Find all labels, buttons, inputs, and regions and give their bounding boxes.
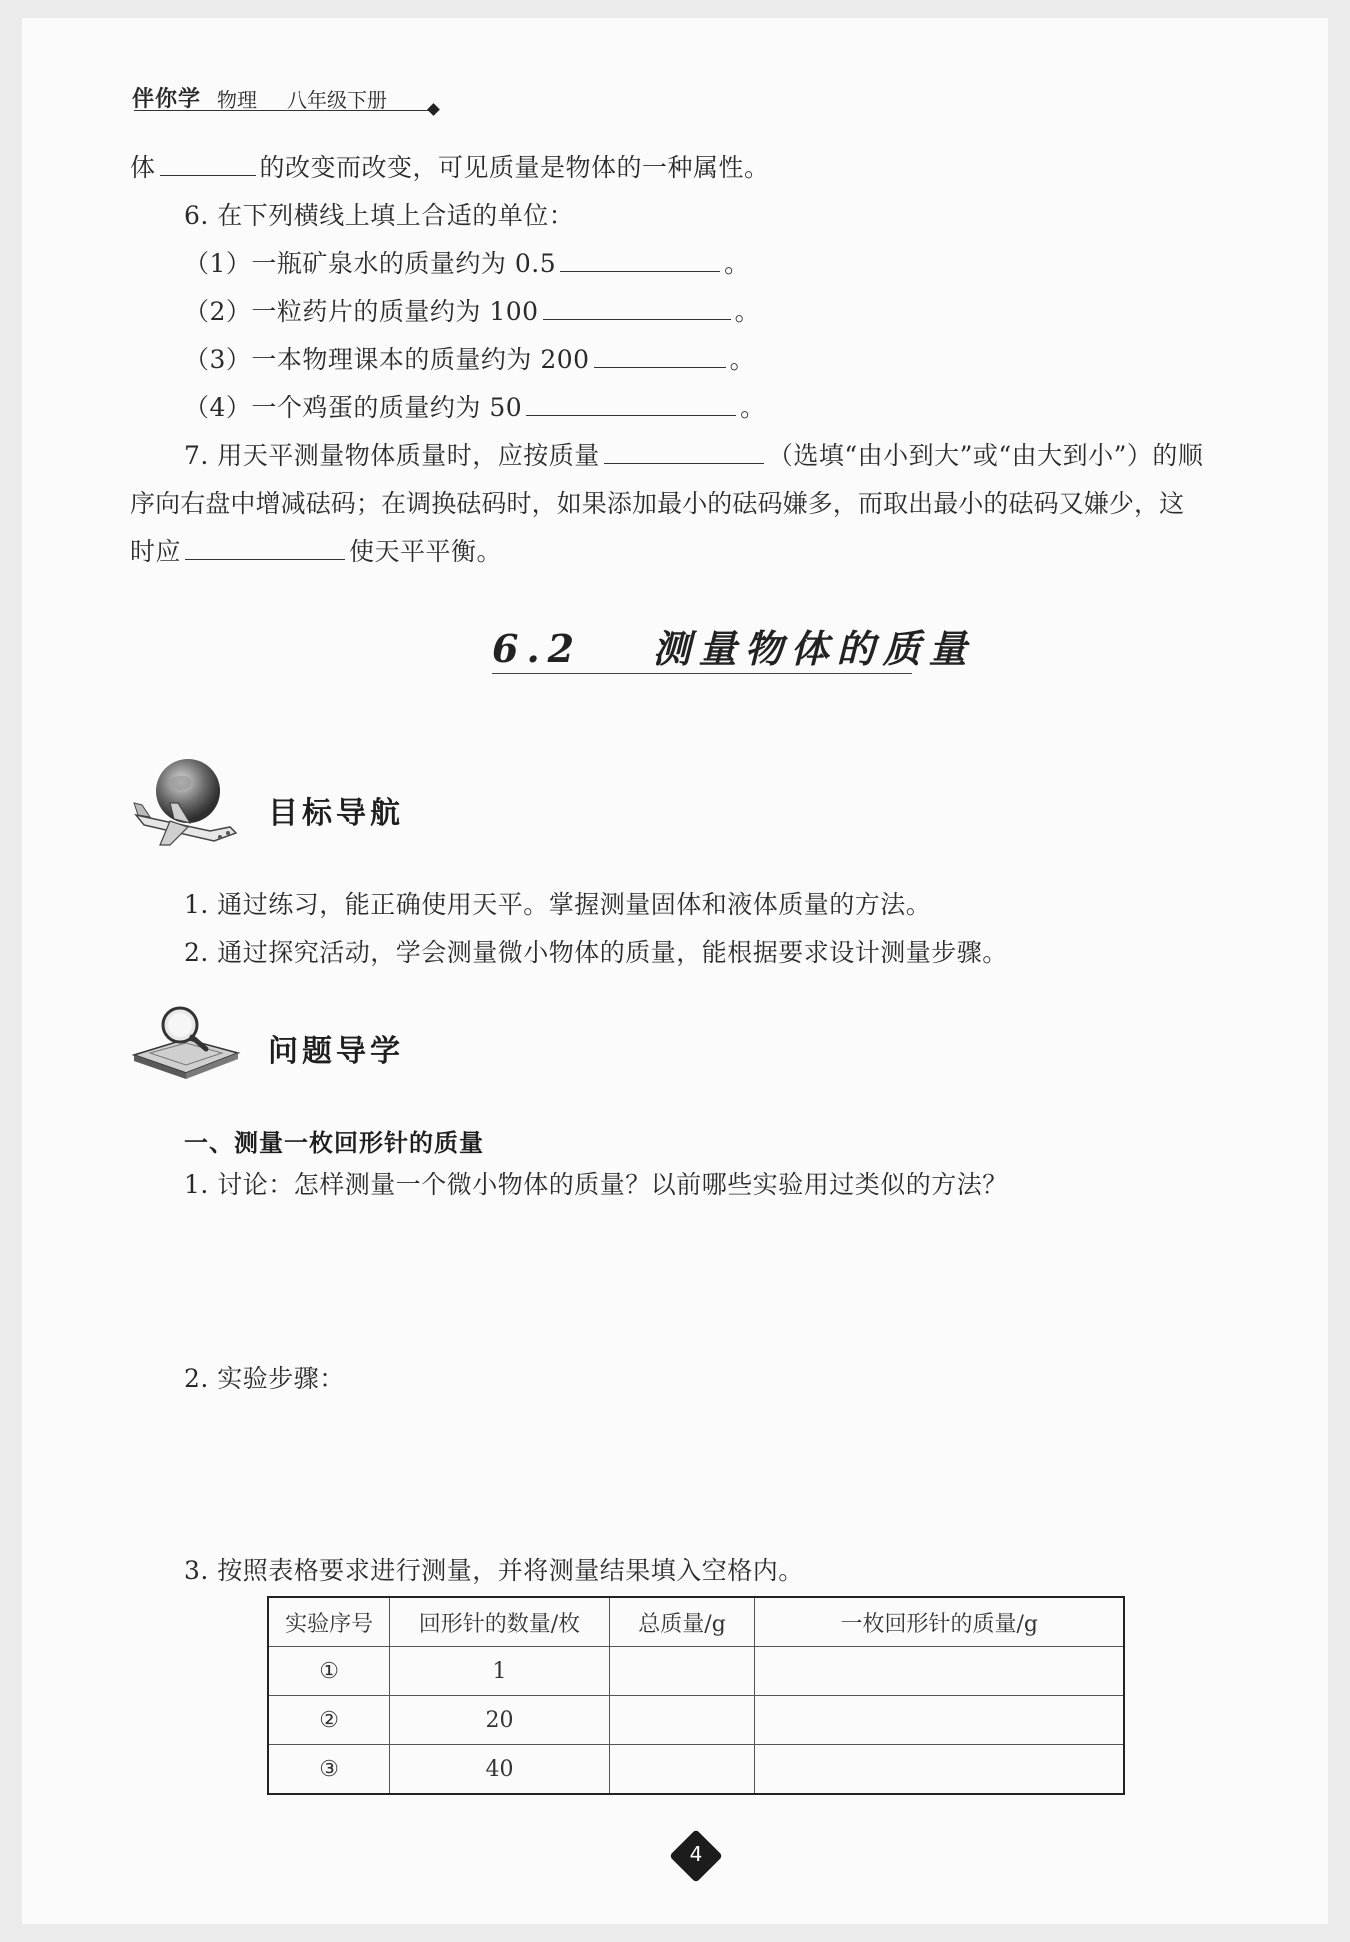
q6-item-3-end: 。 [729, 345, 756, 374]
q6-item-1-text: （1）一瓶矿泉水的质量约为 0.5 [184, 249, 557, 278]
table-cell-count: 20 [390, 1696, 609, 1745]
table-cell-unit-mass[interactable] [755, 1647, 1124, 1696]
q6-item-1-end: 。 [724, 249, 750, 278]
q6-item-4-end: 。 [740, 393, 766, 422]
continuation-suffix: 的改变而改变，可见质量是物体的一种属性。 [259, 153, 770, 182]
q6-item-2-text: （2）一粒药片的质量约为 100 [184, 297, 539, 326]
table-cell-total-mass[interactable] [609, 1696, 755, 1745]
page-number: 4 [689, 1842, 703, 1866]
q7-line-3-b: 使天平平衡。 [349, 537, 503, 566]
table-cell-count: 40 [390, 1745, 609, 1795]
table-header-cell: 总质量/g [609, 1597, 755, 1647]
answer-blank[interactable] [560, 247, 720, 272]
continuation-prefix: 体 [130, 153, 156, 182]
table-cell-unit-mass[interactable] [755, 1745, 1124, 1795]
section-number: 6.2 [492, 626, 583, 671]
table-cell-trial: ② [268, 1696, 390, 1745]
q6-item-3-text: （3）一本物理课本的质量约为 200 [184, 345, 590, 374]
magnifier-book-icon [130, 1003, 248, 1083]
table-cell-count: 1 [390, 1647, 609, 1696]
q7-line-1-b: （选填“由小到大”或“由大到小”）的顺 [767, 441, 1204, 470]
answer-blank[interactable] [526, 391, 736, 416]
q6-item-4 [184, 391, 766, 425]
section-title [492, 618, 975, 673]
table-header-cell: 一枚回形针的质量/g [755, 1597, 1124, 1647]
q6-item-2-end: 。 [734, 297, 761, 326]
table-row [268, 1647, 1124, 1696]
header-diamond-icon [427, 103, 440, 116]
q6-prompt: 6. 在下列横线上填上合适的单位： [184, 201, 575, 230]
answer-blank[interactable] [160, 151, 256, 176]
guide-question-2: 2. 实验步骤： [184, 1364, 345, 1393]
table-header-cell: 回形针的数量/枚 [390, 1597, 609, 1647]
page-number-badge [670, 1830, 722, 1882]
table-cell-trial: ① [268, 1647, 390, 1696]
goal-item-1: 1. 通过练习，能正确使用天平。掌握测量固体和液体质量的方法。 [184, 890, 932, 919]
goals-heading: 目标导航 [268, 796, 404, 831]
answer-blank[interactable] [185, 535, 345, 560]
answer-blank[interactable] [594, 343, 726, 368]
globe-airplane-icon [130, 753, 248, 853]
table-header-row [268, 1597, 1124, 1647]
table-cell-total-mass[interactable] [609, 1745, 755, 1795]
q6-item-2 [184, 295, 760, 329]
guide-question-1: 1. 讨论：怎样测量一个微小物体的质量？以前哪些实验用过类似的方法？ [184, 1170, 1008, 1199]
table-cell-total-mass[interactable] [609, 1647, 755, 1696]
continuation-line [130, 151, 770, 185]
guide-question-3: 3. 按照表格要求进行测量，并将测量结果填入空格内。 [184, 1556, 804, 1585]
table-row [268, 1745, 1124, 1795]
q7-line-1 [184, 439, 1203, 473]
answer-blank[interactable] [604, 439, 764, 464]
measurement-table [267, 1596, 1125, 1795]
header-rule [134, 110, 434, 111]
table-cell-unit-mass[interactable] [755, 1696, 1124, 1745]
table-cell-trial: ③ [268, 1745, 390, 1795]
table-row [268, 1696, 1124, 1745]
book-subject: 物理 [217, 88, 257, 112]
book-brand: 伴你学 [132, 87, 202, 112]
q7-line-3-a: 时应 [130, 537, 182, 566]
guide-heading: 问题导学 [268, 1034, 404, 1069]
book-grade: 八年级下册 [287, 88, 387, 112]
goal-item-2: 2. 通过探究活动，学会测量微小物体的质量，能根据要求设计测量步骤。 [184, 938, 1008, 967]
q6-item-4-text: （4）一个鸡蛋的质量约为 50 [184, 393, 523, 422]
table-header-cell: 实验序号 [268, 1597, 390, 1647]
q6-item-1 [184, 247, 750, 281]
workbook-page [22, 18, 1328, 1924]
q6-item-3 [184, 343, 755, 377]
q7-line-1-a: 7. 用天平测量物体质量时，应按质量 [184, 441, 600, 470]
part1-title: 一、测量一枚回形针的质量 [184, 1129, 484, 1157]
section-underline [492, 673, 912, 674]
q7-line-3 [130, 535, 502, 569]
answer-blank[interactable] [543, 295, 731, 320]
section-name: 测量物体的质量 [652, 626, 975, 671]
q7-line-2: 序向右盘中增减砝码；在调换砝码时，如果添加最小的砝码嫌多，而取出最小的砝码又嫌少，这 [130, 489, 1185, 518]
